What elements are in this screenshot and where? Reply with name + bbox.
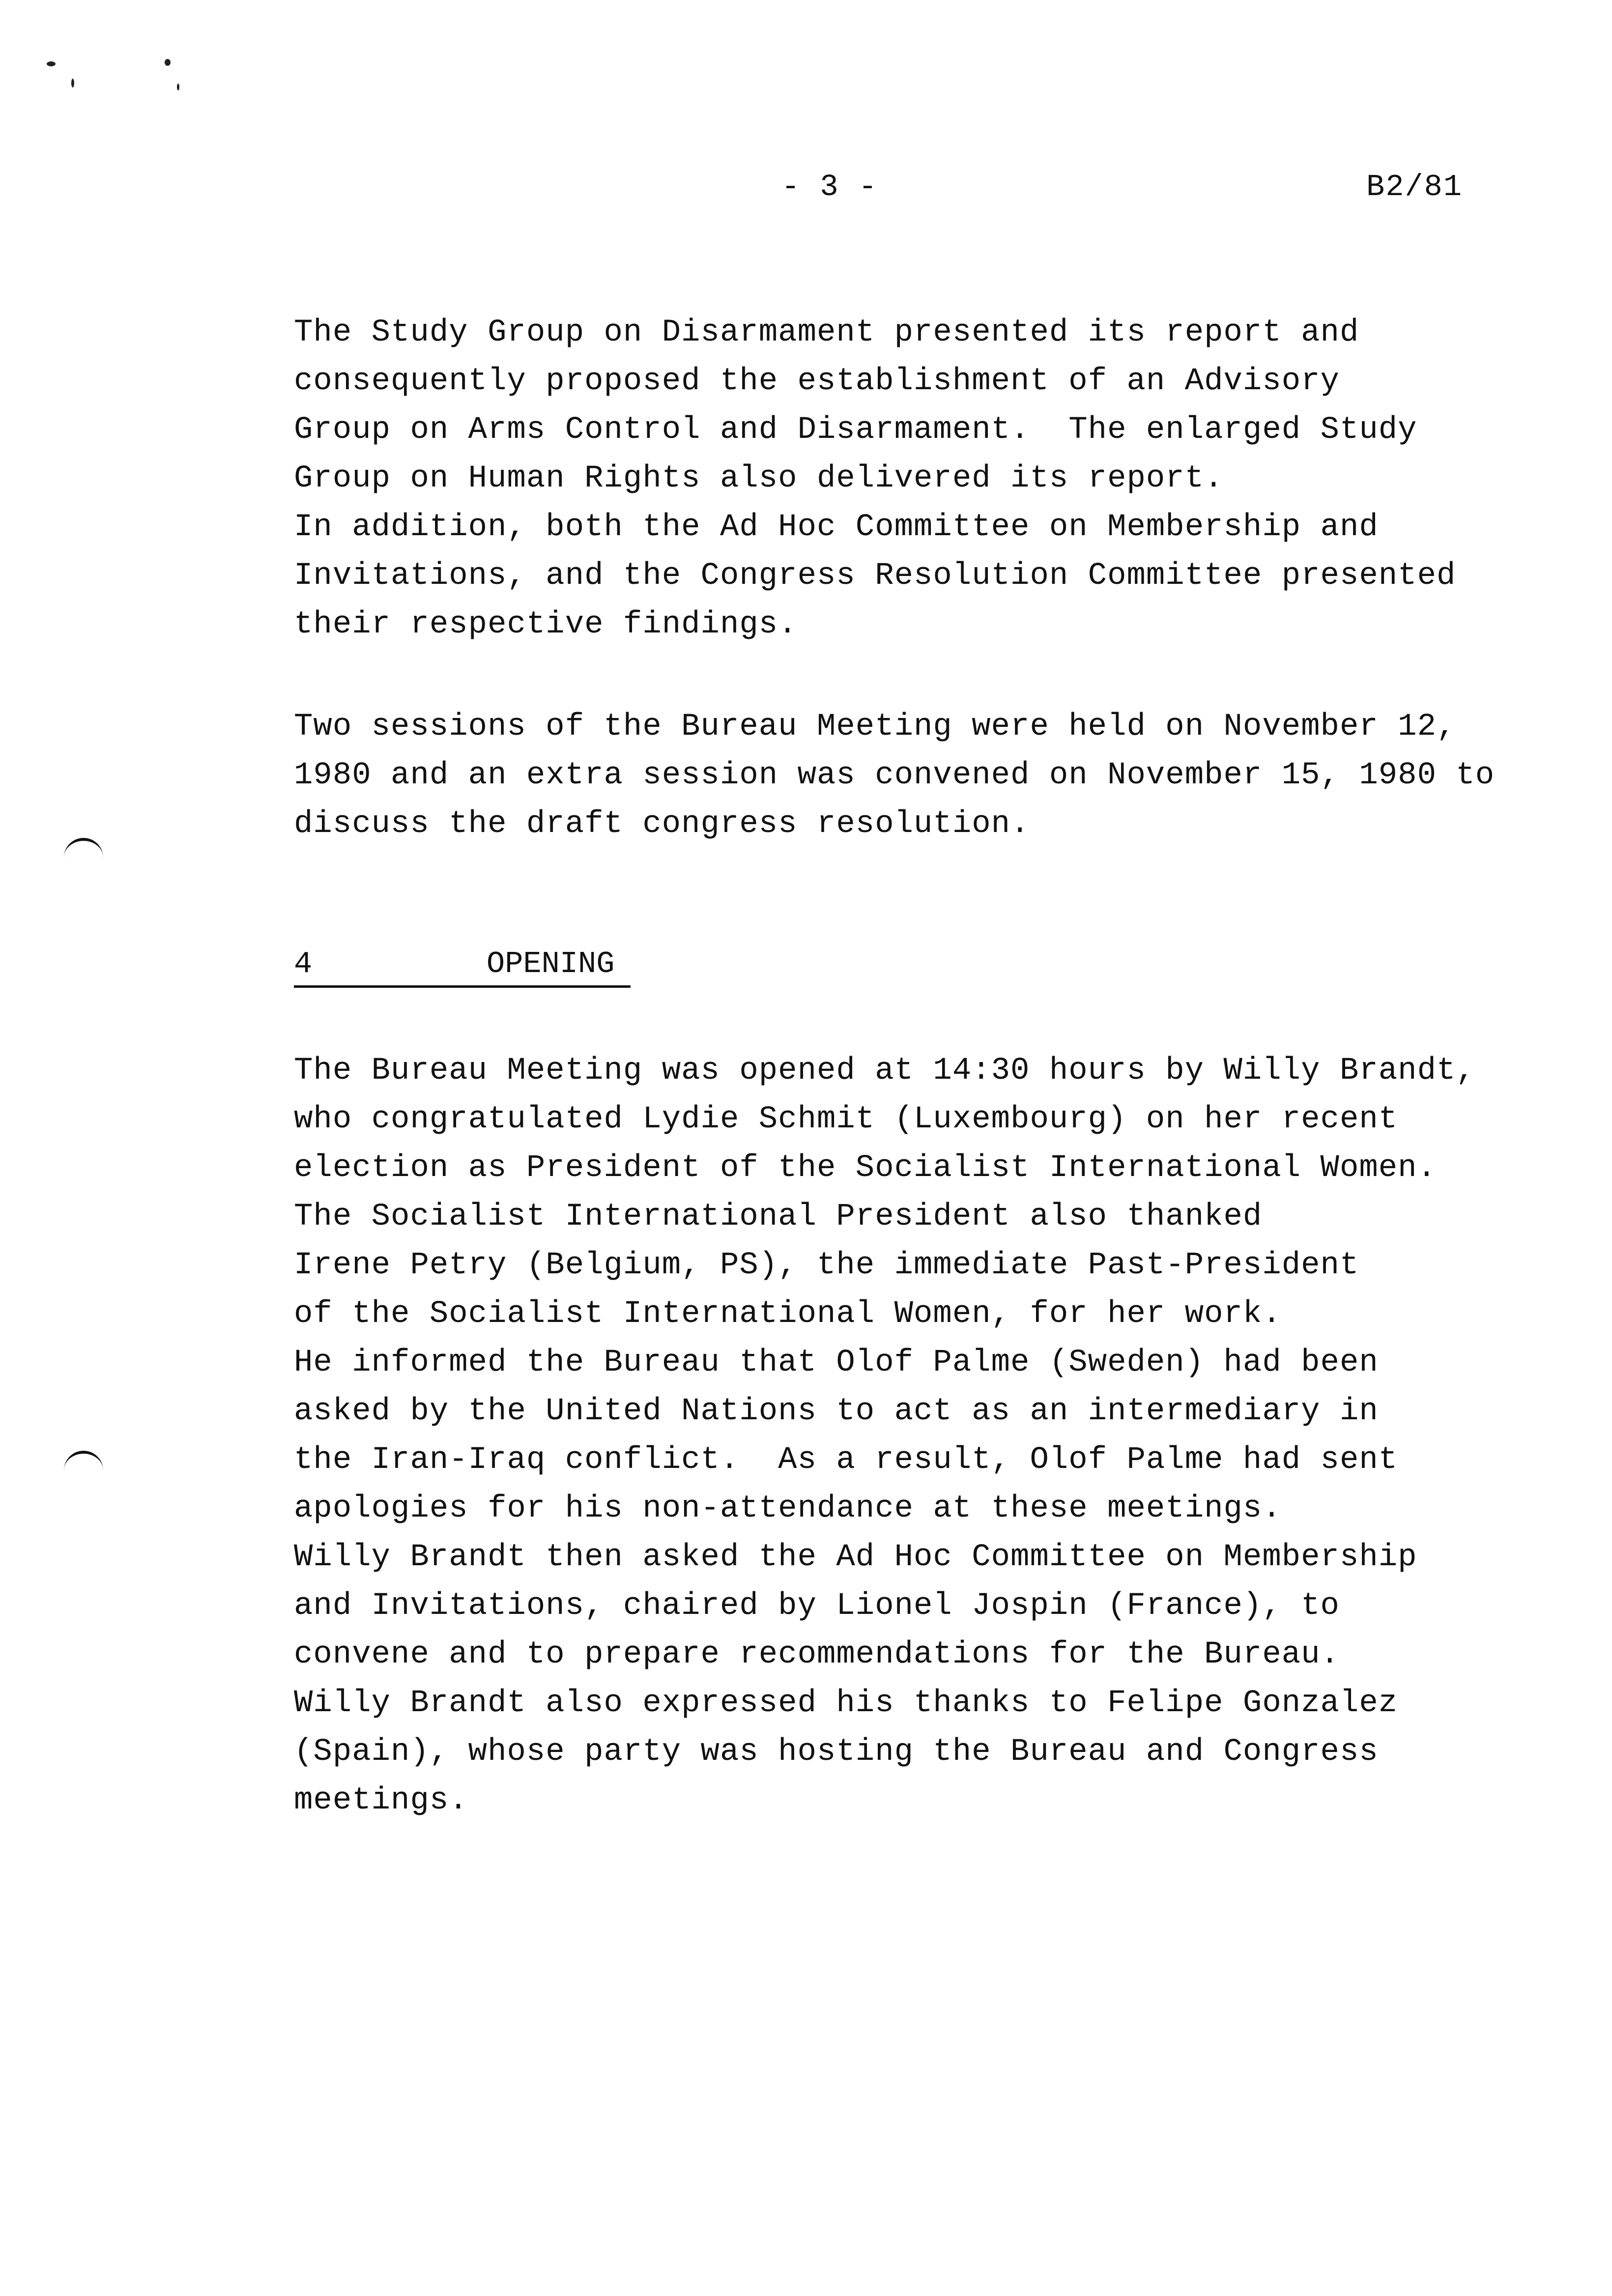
text-line: The Bureau Meeting was opened at 14:30 hours by Willy Brandt, bbox=[294, 1053, 1475, 1089]
text-line: The Study Group on Disarmament presented its report and bbox=[294, 315, 1359, 350]
text-line: (Spain), whose party was hosting the Bureau and Congress bbox=[294, 1734, 1379, 1770]
text-line: Willy Brandt then asked the Ad Hoc Committee on Membership bbox=[294, 1540, 1417, 1575]
section-number: 4 bbox=[294, 947, 313, 981]
scan-speck bbox=[47, 61, 56, 66]
text-line: In addition, both the Ad Hoc Committee on Membership and bbox=[294, 510, 1379, 545]
text-line: Two sessions of the Bureau Meeting were held on November 12, bbox=[294, 709, 1456, 745]
text-line: 1980 and an extra session was convened on November 15, 1980 to bbox=[294, 758, 1495, 793]
text-line: their respective findings. bbox=[294, 607, 798, 642]
paragraph-study-groups bbox=[294, 309, 1572, 649]
text-line: convene and to prepare recommendations for the Bureau. bbox=[294, 1637, 1340, 1672]
text-line: and Invitations, chaired by Lionel Jospin (France), to bbox=[294, 1588, 1340, 1624]
punch-hole-mark bbox=[64, 1451, 103, 1473]
punch-hole-mark bbox=[64, 838, 103, 861]
text-line: the Iran-Iraq conflict. As a result, Olof Palme had sent bbox=[294, 1442, 1398, 1478]
text-line: Willy Brandt also expressed his thanks to Felipe Gonzalez bbox=[294, 1686, 1398, 1721]
text-line: Group on Human Rights also delivered its report. bbox=[294, 461, 1224, 496]
text-line: of the Socialist International Women, for her work. bbox=[294, 1296, 1282, 1332]
text-line: consequently proposed the establishment of an Advisory bbox=[294, 364, 1340, 399]
scan-speck bbox=[165, 59, 171, 66]
text-line: Invitations, and the Congress Resolution Committee presented bbox=[294, 558, 1456, 594]
text-line: apologies for his non-attendance at these meetings. bbox=[294, 1491, 1282, 1526]
text-line: The Socialist International President also thanked bbox=[294, 1199, 1263, 1234]
paragraph-opening bbox=[294, 1047, 1572, 1825]
scan-speck bbox=[71, 79, 74, 87]
section-heading bbox=[294, 946, 631, 988]
document-reference: B2/81 bbox=[1366, 170, 1463, 204]
section-title: OPENING bbox=[487, 947, 615, 981]
text-line: He informed the Bureau that Olof Palme (Sweden) had been bbox=[294, 1345, 1379, 1380]
text-line: discuss the draft congress resolution. bbox=[294, 806, 1030, 842]
text-line: asked by the United Nations to act as an intermediary in bbox=[294, 1394, 1379, 1429]
text-line: Irene Petry (Belgium, PS), the immediate Past-President bbox=[294, 1248, 1359, 1283]
page-number: - 3 - bbox=[781, 170, 878, 204]
text-line: Group on Arms Control and Disarmament. The enlarged Study bbox=[294, 412, 1417, 448]
scan-speck bbox=[177, 84, 179, 90]
text-line: meetings. bbox=[294, 1783, 468, 1818]
text-line: election as President of the Socialist International Women. bbox=[294, 1150, 1437, 1186]
text-line: who congratulated Lydie Schmit (Luxembourg) on her recent bbox=[294, 1102, 1398, 1137]
paragraph-sessions bbox=[294, 703, 1572, 849]
